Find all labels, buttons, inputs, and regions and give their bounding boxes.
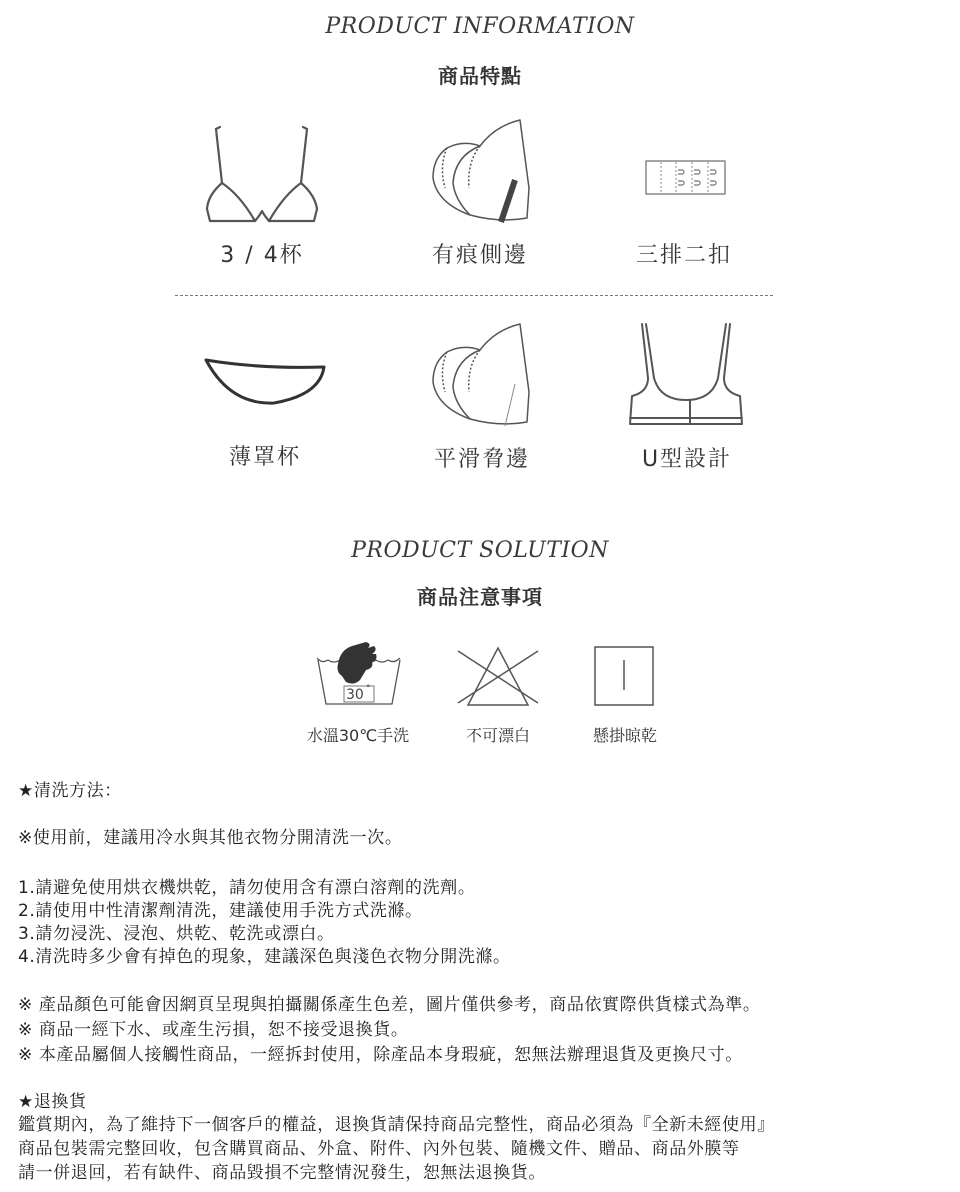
feature-label-marked-side: 有痕側邊 bbox=[431, 243, 528, 268]
wash-temperature: 30 bbox=[346, 687, 364, 703]
no-bleach-icon bbox=[452, 645, 544, 707]
thin-cup-icon bbox=[200, 355, 330, 410]
product-care-title: 商品注意事項 bbox=[417, 585, 543, 609]
remark-line: ※ 產品顏色可能會因網頁呈現與拍攝關係產生色差，圖片僅供參考，商品依實際供貨樣式為準。 bbox=[18, 995, 761, 1015]
three-row-two-hook-icon bbox=[645, 160, 727, 196]
product-solution-title: PRODUCT SOLUTION bbox=[351, 538, 609, 563]
return-heading: ★退換貨 bbox=[18, 1092, 87, 1112]
feature-label-thin-cup: 薄罩杯 bbox=[228, 445, 301, 470]
care-label-hang-dry: 懸掛晾乾 bbox=[592, 726, 657, 745]
care-label-hand-wash: 水溫30℃手洗 bbox=[306, 726, 410, 745]
return-policy-line: 商品包裝需完整回收，包含購買商品、外盒、附件、內外包裝、隨機文件、贈品、商品外膜等 bbox=[18, 1139, 740, 1159]
remark-line: ※ 商品一經下水、或產生污損，恕不接受退換貨。 bbox=[18, 1020, 409, 1040]
feature-label-u-shape: U型設計 bbox=[641, 447, 733, 472]
care-label-no-bleach: 不可漂白 bbox=[465, 726, 530, 745]
wash-step: 4.清洗時多少會有掉色的現象，建議深色與淺色衣物分開洗滌。 bbox=[18, 947, 511, 967]
wash-method-heading: ★清洗方法： bbox=[18, 781, 122, 801]
wash-step: 3.請勿浸洗、浸泡、烘乾、乾洗或漂白。 bbox=[18, 924, 335, 944]
feature-label-hooks: 三排二扣 bbox=[635, 243, 732, 268]
feature-label-smooth-side: 平滑脅邊 bbox=[433, 447, 530, 472]
remark-line: ※ 本產品屬個人接觸性商品，一經拆封使用，除產品本身瑕疵，恕無法辦理退貨及更換尺寸。 bbox=[18, 1045, 743, 1065]
feature-label-three-quarter-cup: 3 / 4杯 bbox=[220, 243, 304, 268]
u-shape-back-icon bbox=[626, 322, 746, 426]
three-quarter-cup-icon bbox=[200, 125, 325, 225]
hang-dry-icon bbox=[594, 646, 656, 708]
smooth-side-icon bbox=[425, 322, 535, 432]
wash-step: 1.請避免使用烘衣機烘乾，請勿使用含有漂白溶劑的洗劑。 bbox=[18, 878, 476, 898]
product-information-title: PRODUCT INFORMATION bbox=[325, 14, 635, 39]
marked-side-icon bbox=[425, 118, 535, 228]
pre-use-note: ※使用前，建議用冷水與其他衣物分開清洗一次。 bbox=[18, 828, 403, 848]
wash-degree-symbol: ° bbox=[366, 684, 371, 694]
product-features-title: 商品特點 bbox=[438, 64, 522, 88]
return-policy-line: 請一併退回，若有缺件、商品毀損不完整情況發生，恕無法退換貨。 bbox=[18, 1163, 546, 1183]
wash-step: 2.請使用中性清潔劑清洗，建議使用手洗方式洗滌。 bbox=[18, 901, 423, 921]
dashed-divider bbox=[175, 295, 773, 296]
return-policy-line: 鑑賞期內，為了維持下一個客戶的權益，退換貨請保持商品完整性，商品必須為『全新未經使用』 bbox=[18, 1115, 775, 1135]
